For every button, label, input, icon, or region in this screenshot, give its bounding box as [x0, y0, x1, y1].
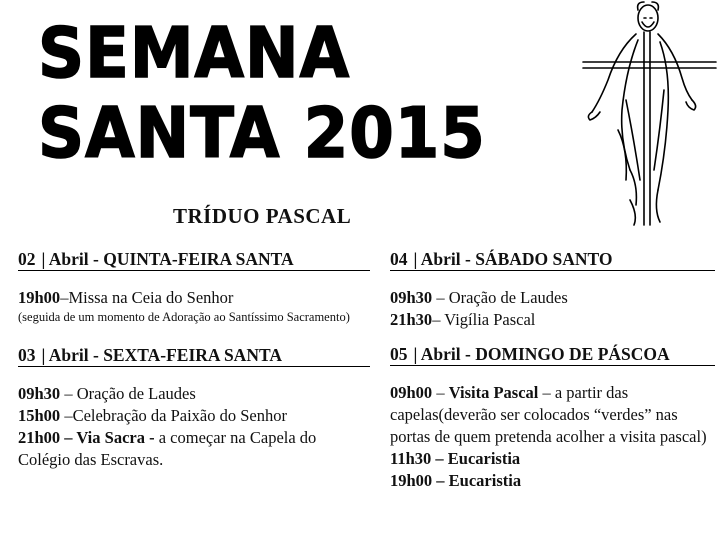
day-title: | Abril - SÁBADO SANTO: [413, 249, 613, 269]
schedule-list: [390, 382, 715, 492]
schedule-item: [390, 470, 715, 492]
day-title: | Abril - QUINTA-FEIRA SANTA: [41, 249, 294, 269]
schedule-item: [18, 287, 370, 309]
day-title: | Abril - SEXTA-FEIRA SANTA: [41, 345, 282, 365]
schedule-list: [18, 383, 370, 471]
schedule-item: [390, 287, 715, 309]
day-title: | Abril - DOMINGO DE PÁSCOA: [413, 344, 670, 364]
title-line-1: SEMANA: [38, 14, 351, 95]
schedule-item: [390, 448, 715, 470]
schedule-item: [18, 383, 370, 405]
item-text: – Vigília Pascal: [432, 310, 536, 329]
day-heading-sexta-feira: [18, 344, 370, 367]
item-time: 09h30: [18, 384, 61, 403]
day-heading-sabado-santo: [390, 248, 715, 271]
item-description: – a partir das capelas(deverão ser colocados “verdes” nas portas de quem pretenda acolher a visita pascal): [390, 383, 707, 446]
item-time: 09h30: [390, 288, 433, 307]
item-text: a começar na Capela do Colégio das Escravas.: [18, 428, 317, 469]
title-line-2: SANTA 2015: [38, 94, 486, 175]
day-date: 04: [390, 249, 408, 269]
item-text: – Oração de Laudes: [432, 288, 568, 307]
schedule-item: [390, 382, 715, 448]
day-date: 03: [18, 345, 36, 365]
item-text: –Celebração da Paixão do Senhor: [60, 406, 287, 425]
day-date: 02: [18, 249, 36, 269]
risen-christ-cross-icon: [578, 0, 718, 230]
item-title: Visita Pascal: [448, 383, 539, 402]
item-time: 19h00: [18, 288, 61, 307]
item-time: 09h00: [390, 383, 433, 402]
day-date: 05: [390, 344, 408, 364]
schedule-list: [390, 287, 715, 331]
item-time: 21h00 – Via Sacra -: [18, 428, 155, 447]
day-heading-quinta-feira: [18, 248, 370, 271]
schedule-item: [18, 427, 370, 471]
schedule-item: [18, 405, 370, 427]
item-time: 15h00: [18, 406, 61, 425]
day-heading-domingo-pascoa: [390, 343, 715, 366]
item-time: 21h30: [390, 310, 433, 329]
item-time: 11h30 – Eucaristia: [390, 449, 521, 468]
item-time: 19h00 – Eucaristia: [390, 471, 522, 490]
item-text: –Missa na Ceia do Senhor: [60, 288, 234, 307]
right-column: [390, 248, 715, 492]
triduo-pascal-subtitle: TRÍDUO PASCAL: [173, 204, 352, 228]
item-text: – Oração de Laudes: [60, 384, 196, 403]
schedule-item: [390, 309, 715, 331]
schedule-note: (seguida de um momento de Adoração ao Santíssimo Sacramento): [18, 310, 350, 324]
left-column: [18, 248, 370, 471]
schedule-list: [18, 287, 370, 325]
item-text: –: [432, 383, 449, 402]
